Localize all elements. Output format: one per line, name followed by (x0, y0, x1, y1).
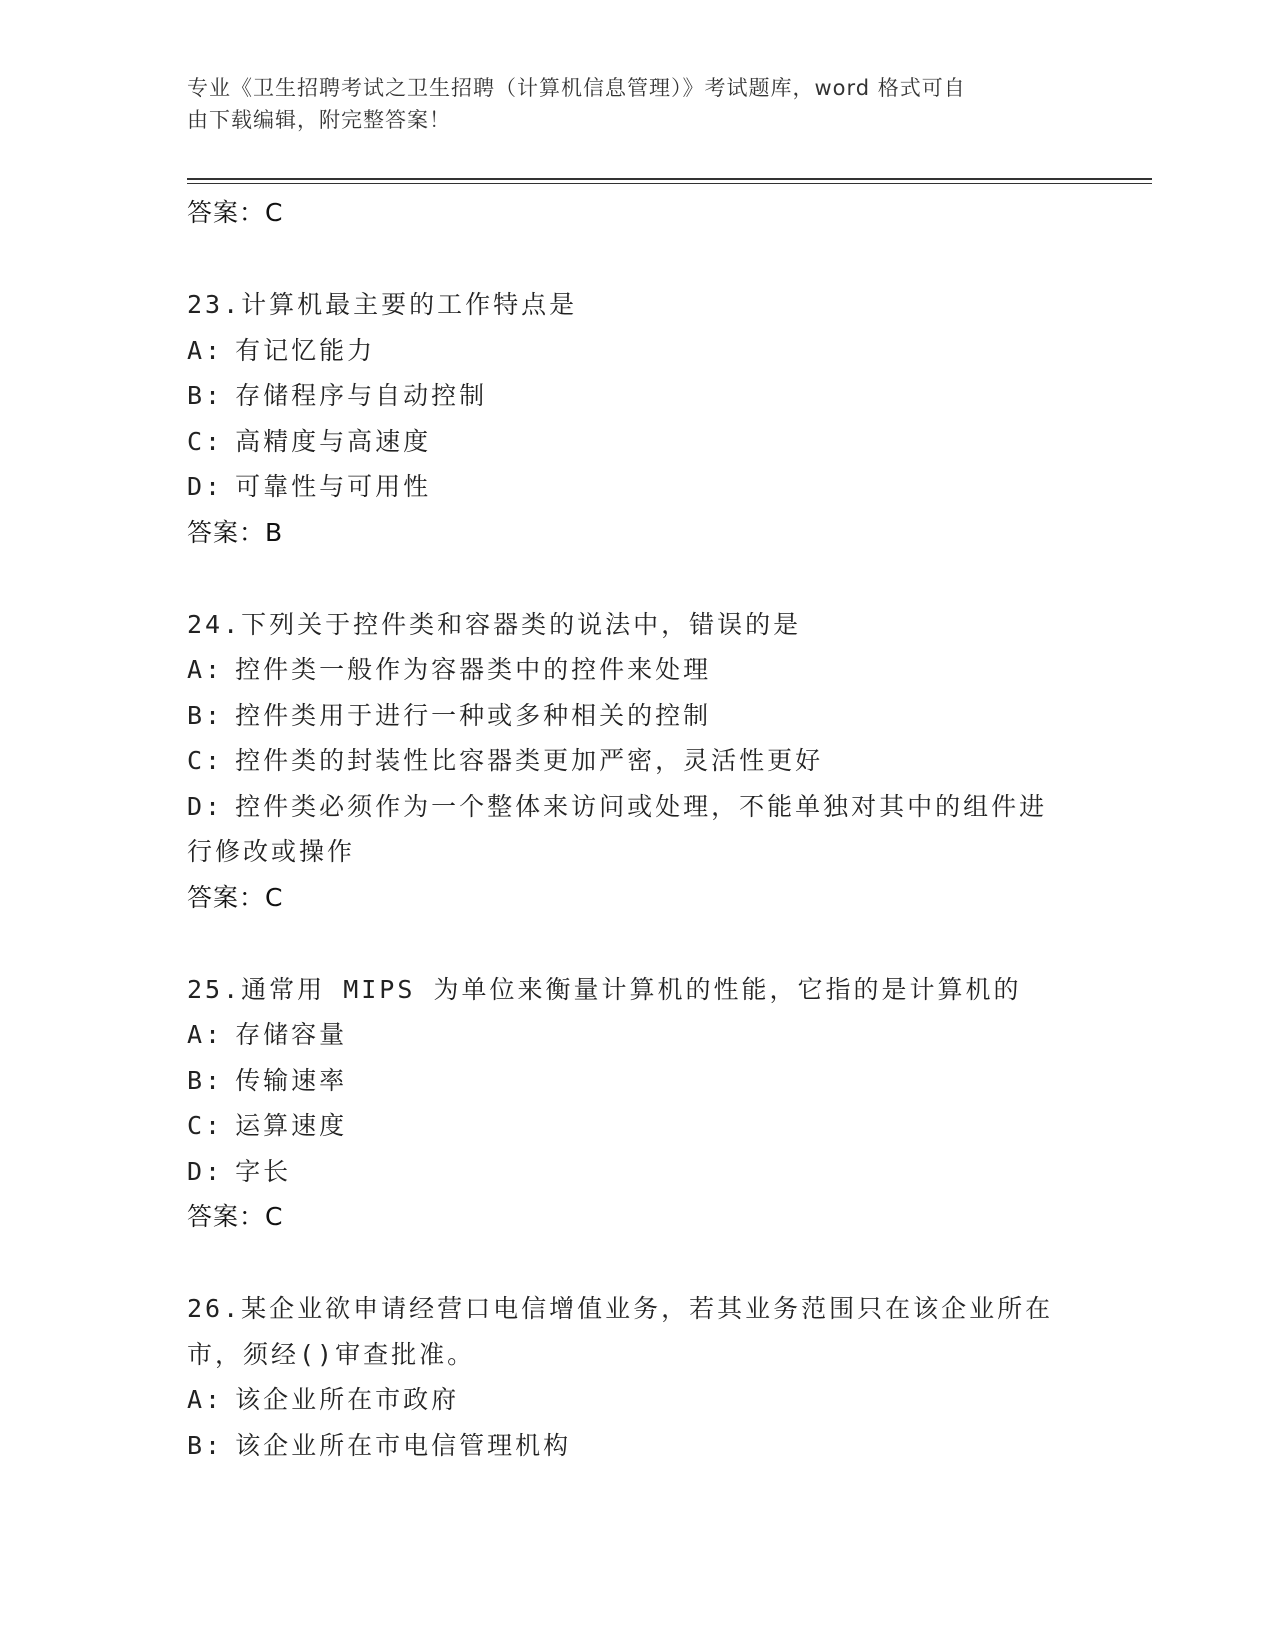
answer-value: C (265, 198, 284, 227)
option-c (187, 738, 1087, 784)
option-letter: B: (187, 1065, 224, 1095)
option-letter: A: (187, 335, 224, 365)
option-a (187, 328, 1087, 374)
option-text: 存储程序与自动控制 (235, 381, 488, 410)
question-text: 23.计算机最主要的工作特点是 (187, 290, 578, 319)
option-a (187, 1377, 1087, 1423)
question-text: 24.下列关于控件类和容器类的说法中，错误的是 (187, 609, 802, 639)
question-block (187, 282, 1087, 555)
option-letter: B: (187, 1430, 224, 1460)
answer-label: 答案： (187, 198, 266, 227)
answer-value: B (265, 517, 284, 547)
option-letter: A: (187, 1385, 224, 1414)
question-list (187, 190, 1087, 1468)
question-block (187, 602, 1087, 920)
option-text: 控件类的封装性比容器类更加严密，灵活性更好 (235, 746, 824, 775)
answer-line (187, 1194, 1087, 1239)
answer-line (187, 190, 1087, 235)
document-header (187, 72, 1067, 136)
option-letter: B: (187, 381, 224, 410)
option-letter: D: (187, 791, 224, 821)
option-letter: C: (187, 746, 224, 775)
option-text: 该企业所在市政府 (235, 1385, 460, 1414)
answer-value: C (265, 1202, 284, 1231)
option-text: 有记忆能力 (235, 335, 376, 365)
option-text: 传输速率 (235, 1065, 348, 1095)
option-text: 控件类必须作为一个整体来访问或处理，不能单独对其中的组件进 (235, 791, 1048, 821)
option-c (187, 1103, 1087, 1149)
option-letter: C: (187, 1111, 224, 1140)
question-block (187, 967, 1087, 1240)
header-rule-thick (187, 178, 1152, 180)
question-block (187, 1286, 1087, 1468)
option-letter: A: (187, 655, 224, 684)
header-line-1: 专业《卫生招聘考试之卫生招聘（计算机信息管理）》考试题库，word 格式可自 (187, 76, 966, 100)
answer-label: 答案： (187, 1202, 266, 1231)
option-b (187, 693, 1087, 739)
answer-line (187, 510, 1087, 555)
option-d (187, 1149, 1087, 1195)
option-letter: D: (187, 472, 224, 501)
header-line-2: 由下载编辑，附完整答案！ (187, 108, 451, 132)
option-b (187, 1058, 1087, 1104)
option-text: 运算速度 (235, 1111, 348, 1140)
option-d-continued: 行修改或操作 (187, 837, 356, 866)
option-a (187, 647, 1087, 693)
header-rule-thin (187, 183, 1152, 184)
question-text-continued: 市，须经()审查批准。 (187, 1339, 476, 1369)
option-a (187, 1012, 1087, 1058)
option-text: 控件类用于进行一种或多种相关的控制 (235, 700, 712, 730)
option-letter: C: (187, 426, 224, 456)
option-text: 该企业所在市电信管理机构 (235, 1430, 572, 1460)
answer-label: 答案： (187, 882, 266, 912)
option-letter: B: (187, 700, 224, 730)
option-text: 字长 (235, 1156, 292, 1186)
option-text: 可靠性与可用性 (235, 472, 432, 501)
answer-value: C (265, 882, 284, 912)
option-text: 控件类一般作为容器类中的控件来处理 (235, 655, 712, 684)
option-c (187, 419, 1087, 465)
option-d (187, 784, 1087, 830)
option-letter: D: (187, 1156, 224, 1186)
option-text: 存储容量 (235, 1020, 348, 1049)
option-b (187, 1423, 1087, 1469)
option-text: 高精度与高速度 (235, 426, 432, 456)
option-letter: A: (187, 1020, 224, 1049)
answer-label: 答案： (187, 517, 266, 547)
answer-line (187, 875, 1087, 920)
option-b (187, 373, 1087, 419)
question-text: 25.通常用 MIPS 为单位来衡量计算机的性能，它指的是计算机的 (187, 974, 1022, 1004)
question-text: 26.某企业欲申请经营口电信增值业务，若其业务范围只在该企业所在 (187, 1294, 1054, 1323)
option-d (187, 464, 1087, 510)
